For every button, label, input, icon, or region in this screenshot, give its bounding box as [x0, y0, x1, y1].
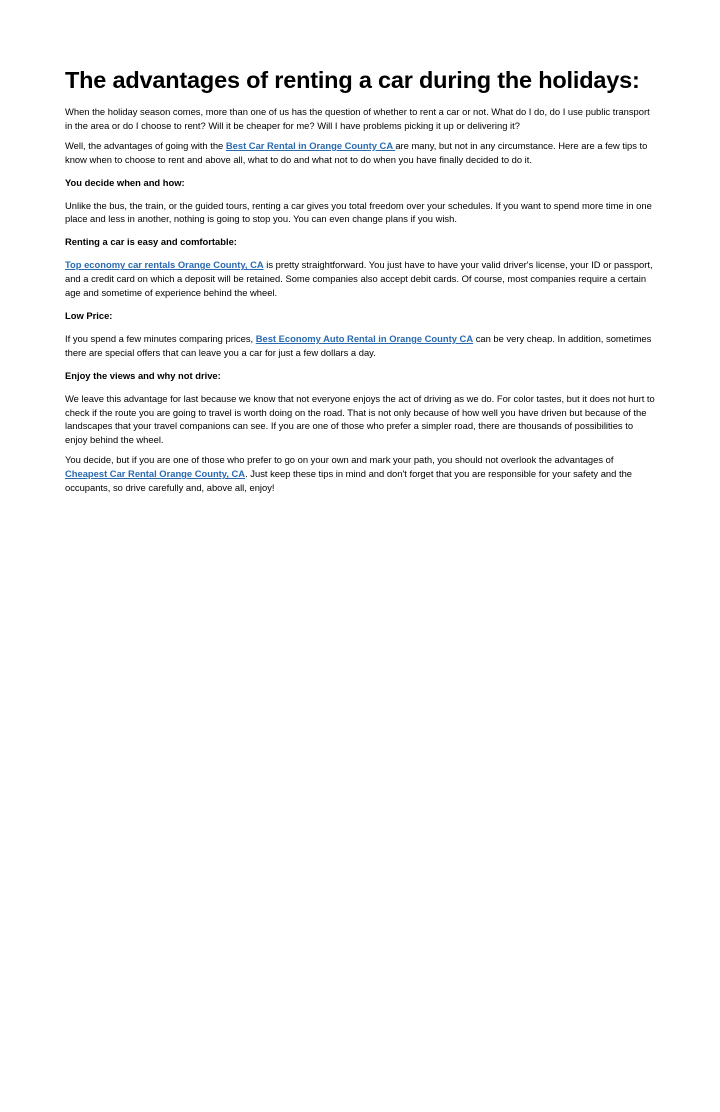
section-heading-decide: You decide when and how: [65, 176, 185, 188]
advantages-text-before: Well, the advantages of going with the [65, 139, 226, 151]
section-heading-views: Enjoy the views and why not drive: [65, 369, 221, 381]
section-body-price-after: can be very cheap. In addition, sometimes there are special offers that can leave you a car for just a few dollars a day. [65, 332, 652, 358]
closing-text-after: . Just keep these tips in mind and don't forget that you are responsible for your safety and the occupants, so drive carefully and, above all, enjoy! [65, 468, 632, 494]
advantages-paragraph [65, 139, 655, 167]
section-heading-price: Low Price: [65, 309, 113, 321]
closing-paragraph [65, 453, 655, 495]
advantages-text-after: are many, but not in any circumstance. Here are a few tips to know when to choose to rent and above all, what to do and what not to do when you have finally decided to do it. [65, 139, 648, 165]
closing-text-before: You decide, but if you are one of those who prefer to go on your own and mark your path, you should not overlook the advantages of [65, 454, 614, 466]
section-body-views: We leave this advantage for last because we know that not everyone enjoys the act of driving as we do. For color tastes, but it does not hurt to check if the route you are going to travel is worth doing on the road. That is not only because of how well you have driven but because of the landscapes that your travel companions can see. If you are one of those who prefer a simpler road, there are thousands of possibilities to enjoy behind the wheel. [65, 392, 655, 446]
section-heading-easy: Renting a car is easy and comfortable: [65, 236, 237, 248]
section-body-easy [65, 258, 655, 300]
section-body-price [65, 332, 655, 360]
page-title: The advantages of renting a car during the holidays: [65, 67, 640, 93]
section-body-price-before: If you spend a few minutes comparing prices, [65, 332, 256, 344]
best-car-rental-link[interactable]: Best Car Rental in Orange County CA [225, 139, 396, 151]
intro-paragraph: When the holiday season comes, more than one of us has the question of whether to rent a car or not. What do I do, do I use public transport in the area or do I choose to rent? Will it be cheaper for me? Will I have problems picking it up or delivering it? [65, 106, 650, 131]
section-body-decide: Unlike the bus, the train, or the guided tours, renting a car gives you total freedom over your schedules. If you want to spend more time in one place and less in another, nothing is going to stop you. You can even change plans if you wish. [65, 199, 652, 225]
top-economy-rentals-link[interactable]: Top economy car rentals Orange County, CA [65, 259, 264, 271]
best-economy-auto-link[interactable]: Best Economy Auto Rental in Orange County CA [255, 332, 474, 344]
section-body-easy-text: is pretty straightforward. You just have to have your valid driver's license, your ID or passport, and a credit card on which a deposit will be retained. Some companies also accept debit cards. Of course, most companies require a certain age and sometime of experience behind the wheel. [65, 259, 653, 299]
document-page [65, 0, 655, 495]
cheapest-car-rental-link[interactable]: Cheapest Car Rental Orange County, CA [65, 468, 246, 480]
